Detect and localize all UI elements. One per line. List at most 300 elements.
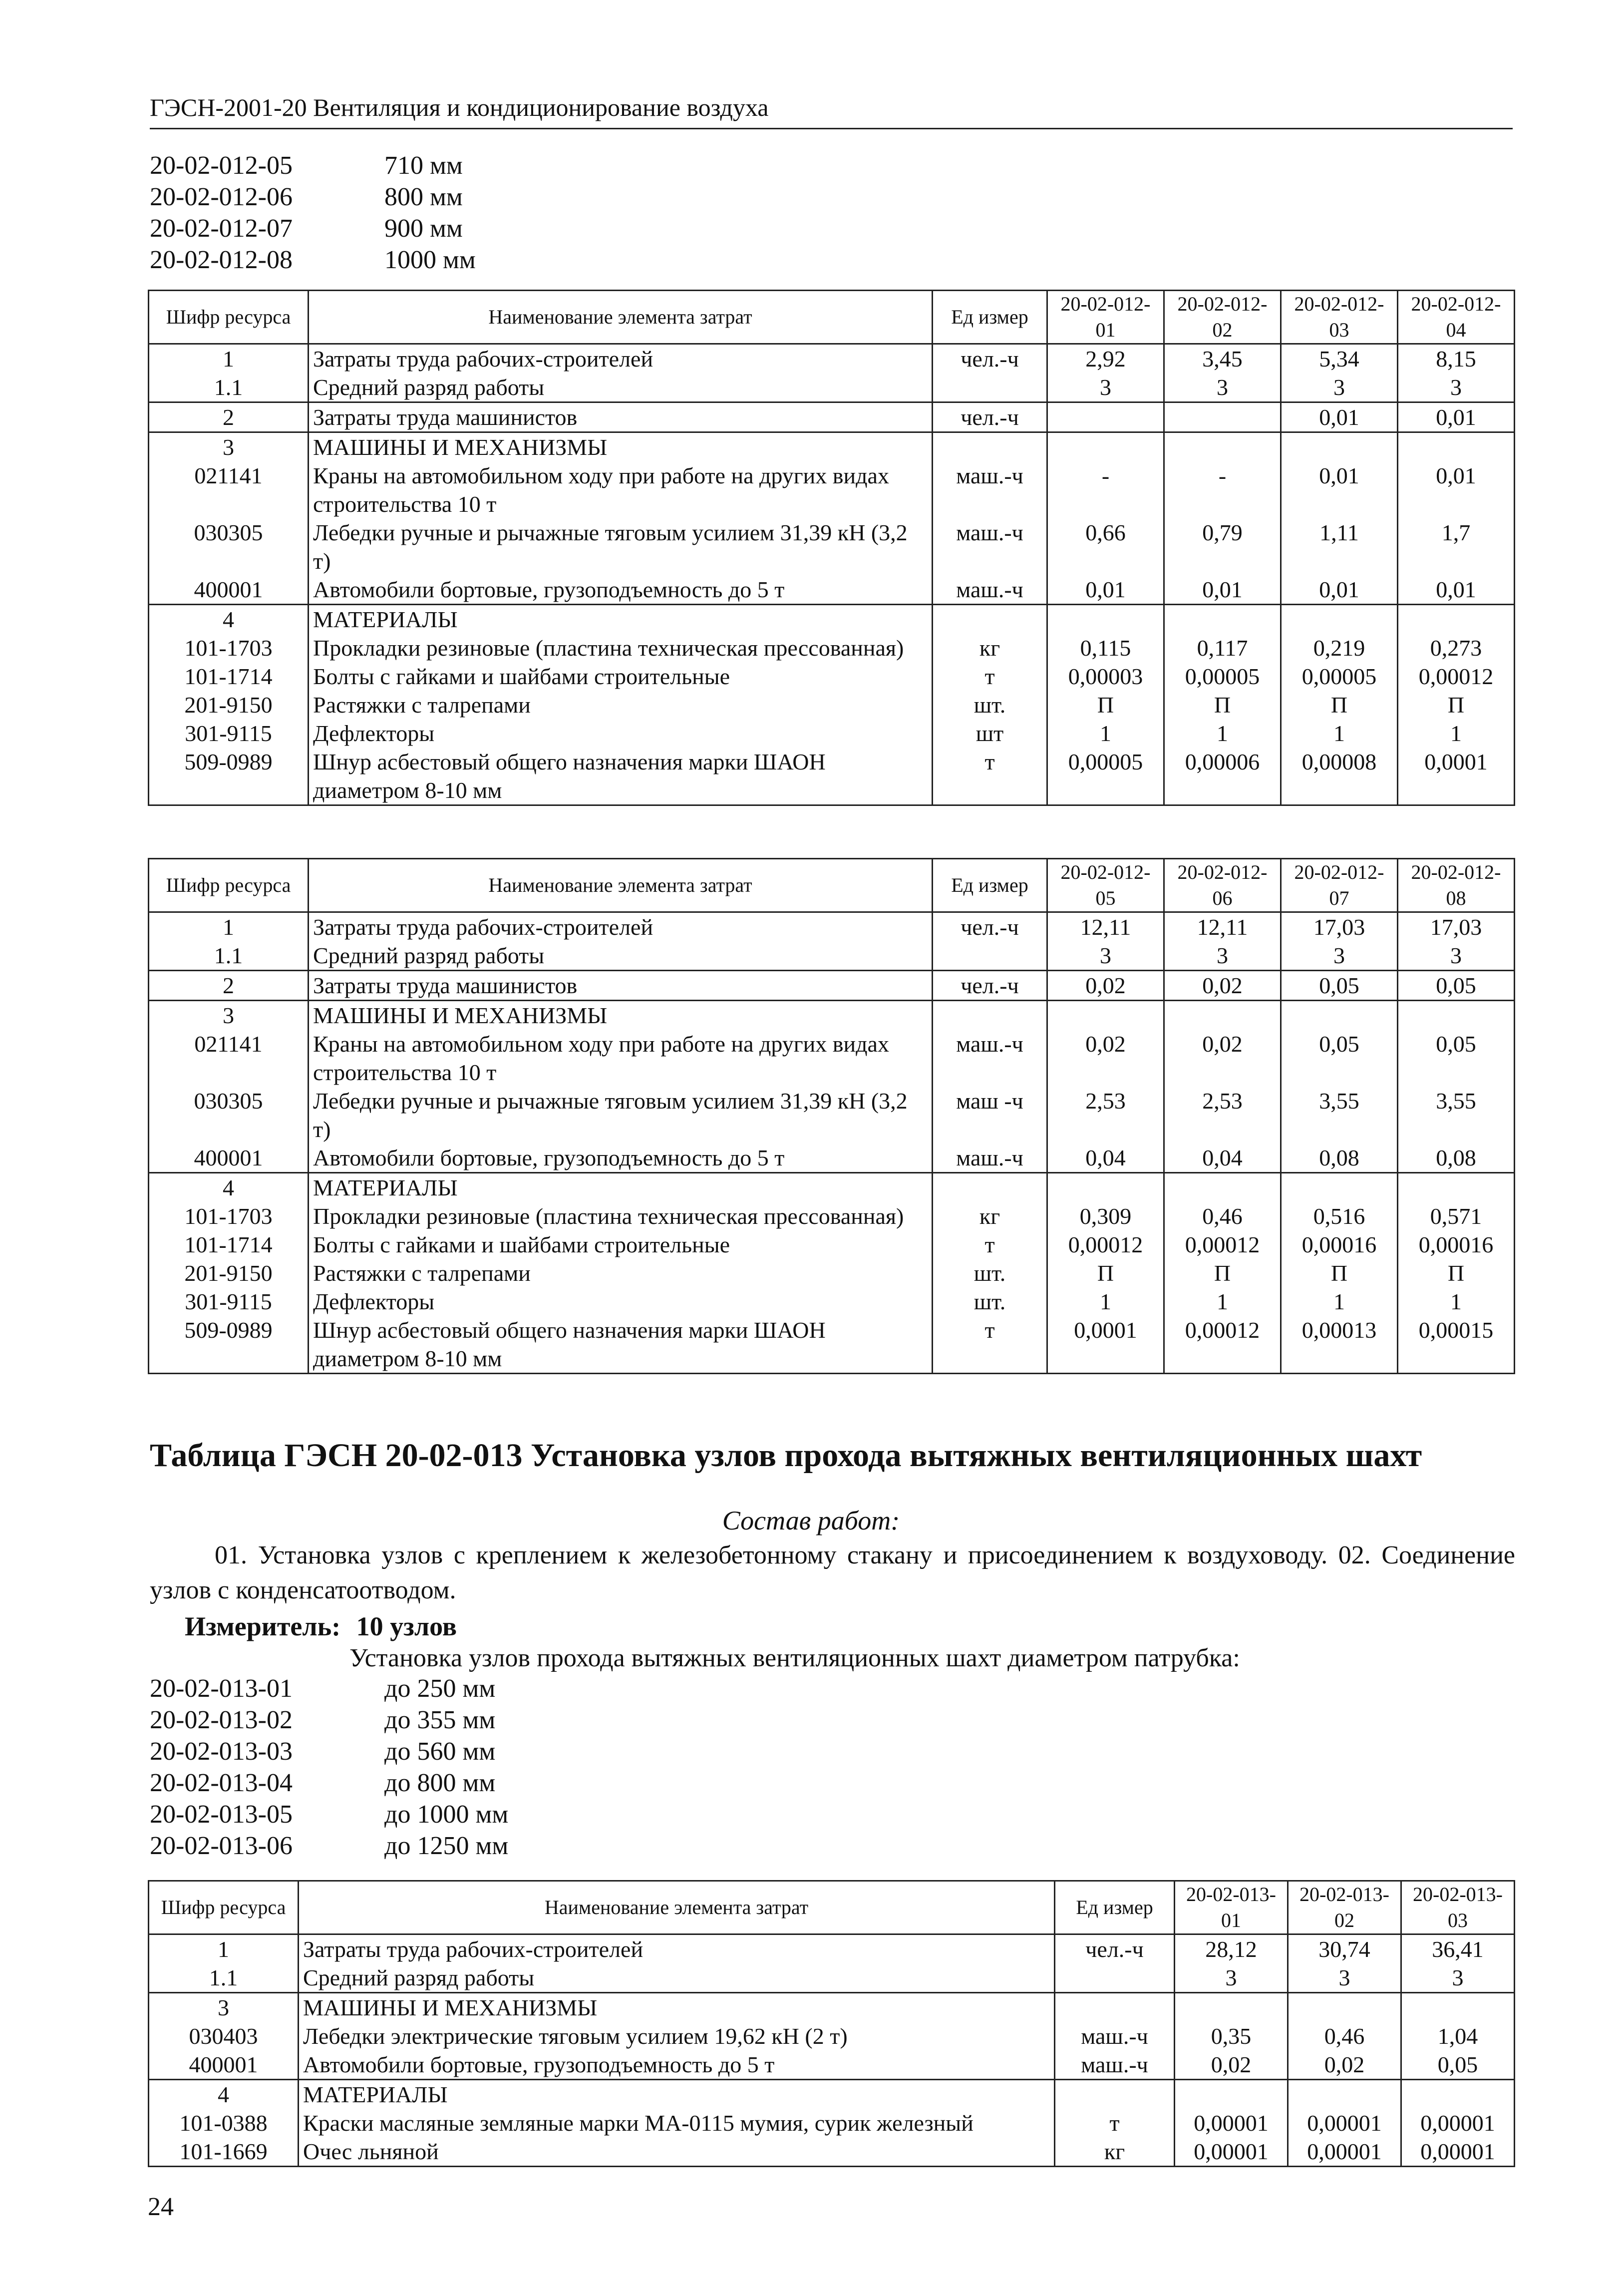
resource-code-cell: 021141 [149, 461, 309, 518]
norm-value-cell: 1 [1047, 719, 1164, 748]
norm-value-cell: 1 [1398, 1287, 1515, 1316]
norm-value-cell: 0,02 [1175, 2050, 1288, 2080]
table-row [149, 912, 1515, 942]
section-heading-cell: МАТЕРИАЛЫ [309, 1173, 933, 1202]
unit-cell: маш.-ч [933, 1030, 1047, 1087]
works-text: 01. Установка узлов с креплением к железобетонному стакану и присоединением к воздуховоду. 02. Соединение узлов с конденсатоотводом. [150, 1541, 1515, 1604]
resource-code-cell: 101-1714 [149, 662, 309, 691]
code-list-item [150, 150, 476, 181]
unit-cell: т [933, 1316, 1047, 1374]
norm-value-cell: 0,00001 [1288, 2109, 1401, 2137]
resource-code-cell: 509-0989 [149, 1316, 309, 1374]
norm-value-cell: 0,309 [1047, 1202, 1164, 1230]
code-list-item [150, 1704, 508, 1736]
resource-code-cell: 101-0388 [149, 2109, 299, 2137]
unit-cell: маш.-ч [933, 518, 1047, 575]
norm-value-cell: 1,11 [1281, 518, 1398, 575]
resource-name-cell: Автомобили бортовые, грузоподъемность до 5 т [309, 1144, 933, 1173]
unit-cell: маш.-ч [933, 461, 1047, 518]
resource-name-cell: Краны на автомобильном ходу при работе на других видах строительства 10 т [309, 1030, 933, 1087]
norm-value-cell [1401, 2080, 1515, 2109]
resource-code: 20-02-013-05 [150, 1800, 293, 1829]
norm-value-cell: 0,05 [1398, 1030, 1515, 1087]
norm-value-cell [1164, 402, 1281, 432]
col-header-norm: 20-02-012-06 [1164, 859, 1281, 912]
resource-name-cell: Дефлекторы [309, 719, 933, 748]
norm-value-cell: 3 [1164, 941, 1281, 971]
code-list-item [150, 244, 476, 276]
norm-value-cell [1281, 1001, 1398, 1030]
norm-value-cell: 3 [1164, 373, 1281, 402]
norm-value-cell [1398, 605, 1515, 634]
norm-value-cell: 0,79 [1164, 518, 1281, 575]
resource-name-cell: Прокладки резиновые (пластина техническая прессованная) [309, 1202, 933, 1230]
norm-value-cell: П [1281, 1259, 1398, 1287]
measure-label: Измеритель: [185, 1611, 341, 1641]
norm-value-cell: 0,01 [1281, 461, 1398, 518]
table-row [149, 2022, 1515, 2050]
unit-cell: чел.-ч [933, 971, 1047, 1001]
measure-value: 10 узлов [356, 1611, 457, 1641]
resource-code: 20-02-012-07 [150, 214, 293, 243]
section-heading-cell: МАШИНЫ И МЕХАНИЗМЫ [299, 1993, 1055, 2022]
resource-name-cell: Лебедки ручные и рычажные тяговым усилием 31,39 кН (3,2 т) [309, 518, 933, 575]
unit-cell: чел.-ч [933, 402, 1047, 432]
table-row [149, 1259, 1515, 1287]
unit-cell: чел.-ч [933, 912, 1047, 942]
col-header-norm: 20-02-012-02 [1164, 291, 1281, 344]
resource-code-cell: 3 [149, 1993, 299, 2022]
resource-table-012-01-04 [148, 290, 1515, 806]
resource-name-cell: Средний разряд работы [299, 1963, 1055, 1993]
resource-name-cell: Шнур асбестовый общего назначения марки ШАОН диаметром 8-10 мм [309, 1316, 933, 1374]
norm-value-cell: 0,00012 [1047, 1230, 1164, 1259]
col-header-norm: 20-02-013-01 [1175, 1881, 1288, 1934]
norm-value-cell: П [1398, 1259, 1515, 1287]
col-header-norm: 20-02-013-02 [1288, 1881, 1401, 1934]
norm-value-cell: 0,00005 [1164, 662, 1281, 691]
unit-cell: маш.-ч [1055, 2022, 1175, 2050]
top-code-list [150, 150, 476, 276]
norm-value-cell: 1 [1164, 1287, 1281, 1316]
norm-value-cell: 0,00006 [1164, 748, 1281, 805]
size-label: до 800 мм [384, 1769, 496, 1797]
resource-name-cell: Лебедки электрические тяговым усилием 19,62 кН (2 т) [299, 2022, 1055, 2050]
col-header-norm: 20-02-012-01 [1047, 291, 1164, 344]
table-row [149, 1316, 1515, 1374]
resource-name-cell: Автомобили бортовые, грузоподъемность до 5 т [309, 575, 933, 605]
table-row [149, 461, 1515, 518]
norm-value-cell: 2,92 [1047, 344, 1164, 374]
norm-value-cell: П [1164, 1259, 1281, 1287]
code-list-item [150, 1673, 508, 1704]
unit-cell [1055, 1963, 1175, 1993]
size-label: до 250 мм [384, 1674, 496, 1703]
norm-value-cell: 0,219 [1281, 634, 1398, 662]
table-row [149, 1202, 1515, 1230]
section-heading-cell: МАШИНЫ И МЕХАНИЗМЫ [309, 432, 933, 462]
resource-name-cell: Средний разряд работы [309, 373, 933, 402]
table-title: Таблица ГЭСН 20-02-013 Установка узлов прохода вытяжных вентиляционных шахт [150, 1437, 1422, 1474]
size-label: 800 мм [384, 183, 463, 211]
table-row [149, 1287, 1515, 1316]
resource-name-cell: Растяжки с талрепами [309, 1259, 933, 1287]
resource-code-cell: 400001 [149, 575, 309, 605]
norm-value-cell [1047, 1173, 1164, 1202]
table-row [149, 344, 1515, 374]
resource-code-cell: 509-0989 [149, 748, 309, 805]
norm-value-cell: 0,01 [1164, 575, 1281, 605]
norm-value-cell: 3 [1281, 941, 1398, 971]
code-list-item [150, 1767, 508, 1799]
table-row [149, 2109, 1515, 2137]
resource-name-cell: Болты с гайками и шайбами строительные [309, 1230, 933, 1259]
resource-code-cell: 1.1 [149, 373, 309, 402]
table-row [149, 2050, 1515, 2080]
resource-name-cell: Автомобили бортовые, грузоподъемность до 5 т [299, 2050, 1055, 2080]
norm-value-cell: 2,53 [1047, 1087, 1164, 1144]
col-header-norm: 20-02-012-07 [1281, 859, 1398, 912]
table-row [149, 941, 1515, 971]
resource-code: 20-02-013-03 [150, 1737, 293, 1766]
table-row [149, 971, 1515, 1001]
resource-code-cell: 030305 [149, 1087, 309, 1144]
norm-value-cell: 0,04 [1047, 1144, 1164, 1173]
norm-value-cell: 0,00012 [1164, 1230, 1281, 1259]
norm-value-cell: 0,571 [1398, 1202, 1515, 1230]
resource-name-cell: Затраты труда рабочих-строителей [299, 1934, 1055, 1964]
code-list-item [150, 181, 476, 213]
norm-value-cell: 0,00015 [1398, 1316, 1515, 1374]
unit-cell: т [933, 662, 1047, 691]
norm-value-cell [1164, 432, 1281, 462]
norm-value-cell: 0,01 [1398, 575, 1515, 605]
table-row [149, 691, 1515, 719]
unit-cell: шт. [933, 691, 1047, 719]
section-heading-cell: МАТЕРИАЛЫ [299, 2080, 1055, 2109]
resource-code-cell: 021141 [149, 1030, 309, 1087]
norm-value-cell: 0,66 [1047, 518, 1164, 575]
unit-cell [1055, 1993, 1175, 2022]
col-header-unit: Ед измер [1055, 1881, 1175, 1934]
table-row [149, 518, 1515, 575]
norm-value-cell: 17,03 [1281, 912, 1398, 942]
unit-cell: шт [933, 719, 1047, 748]
code-list-item [150, 1799, 508, 1830]
size-label: 1000 мм [384, 246, 476, 274]
unit-cell: чел.-ч [1055, 1934, 1175, 1964]
size-label: до 1250 мм [384, 1832, 509, 1860]
norm-value-cell: 0,00008 [1281, 748, 1398, 805]
norm-value-cell: 0,00001 [1175, 2109, 1288, 2137]
table-row [149, 432, 1515, 462]
resource-code-cell: 400001 [149, 2050, 299, 2080]
unit-cell: маш.-ч [1055, 2050, 1175, 2080]
norm-value-cell [1047, 605, 1164, 634]
norm-value-cell [1047, 432, 1164, 462]
norm-value-cell: - [1164, 461, 1281, 518]
unit-cell [933, 373, 1047, 402]
resource-code-cell: 400001 [149, 1144, 309, 1173]
norm-value-cell: П [1047, 691, 1164, 719]
col-header-code: Шифр ресурса [149, 859, 309, 912]
norm-value-cell: 1 [1281, 1287, 1398, 1316]
norm-value-cell [1164, 1173, 1281, 1202]
norm-value-cell: 0,00001 [1175, 2137, 1288, 2167]
resource-code-cell: 4 [149, 2080, 299, 2109]
table-row [149, 634, 1515, 662]
resource-code-cell: 301-9115 [149, 1287, 309, 1316]
resource-code-cell: 2 [149, 402, 309, 432]
col-header-norm: 20-02-013-03 [1401, 1881, 1515, 1934]
norm-value-cell: 12,11 [1047, 912, 1164, 942]
resource-name-cell: Затраты труда машинистов [309, 971, 933, 1001]
col-header-name: Наименование элемента затрат [299, 1881, 1055, 1934]
works-heading: Состав работ: [722, 1506, 900, 1535]
resource-name-cell: Болты с гайками и шайбами строительные [309, 662, 933, 691]
col-header-code: Шифр ресурса [149, 1881, 299, 1934]
resource-code-cell: 101-1669 [149, 2137, 299, 2167]
unit-cell [933, 941, 1047, 971]
resource-name-cell: Краски масляные земляные марки МА-0115 мумия, сурик железный [299, 2109, 1055, 2137]
norm-value-cell [1047, 1001, 1164, 1030]
unit-cell: т [1055, 2109, 1175, 2137]
norm-value-cell: 36,41 [1401, 1934, 1515, 1964]
norm-value-cell: 1,04 [1401, 2022, 1515, 2050]
norm-value-cell: 3,55 [1281, 1087, 1398, 1144]
code-list-item [150, 1736, 508, 1767]
norm-value-cell: 2,53 [1164, 1087, 1281, 1144]
norm-value-cell: 3 [1401, 1963, 1515, 1993]
norm-value-cell: 3 [1281, 373, 1398, 402]
resource-code: 20-02-013-04 [150, 1769, 293, 1797]
col-header-code: Шифр ресурса [149, 291, 309, 344]
norm-value-cell: 1 [1164, 719, 1281, 748]
norm-value-cell: 0,05 [1281, 1030, 1398, 1087]
unit-cell: кг [933, 634, 1047, 662]
norm-value-cell: 0,01 [1398, 461, 1515, 518]
norm-value-cell [1401, 1993, 1515, 2022]
resource-name-cell: Затраты труда рабочих-строителей [309, 344, 933, 374]
norm-value-cell: 0,08 [1398, 1144, 1515, 1173]
table-row [149, 748, 1515, 805]
norm-value-cell: 0,01 [1281, 575, 1398, 605]
norm-value-cell: П [1281, 691, 1398, 719]
col-header-norm: 20-02-012-05 [1047, 859, 1164, 912]
norm-value-cell: 28,12 [1175, 1934, 1288, 1964]
resource-code-cell: 1 [149, 1934, 299, 1964]
section-heading-cell: МАШИНЫ И МЕХАНИЗМЫ [309, 1001, 933, 1030]
resource-name-cell: Растяжки с талрепами [309, 691, 933, 719]
resource-name-cell: Очес льняной [299, 2137, 1055, 2167]
resource-table-012-05-08 [148, 858, 1515, 1374]
unit-cell: чел.-ч [933, 344, 1047, 374]
norm-value-cell: 0,00001 [1288, 2137, 1401, 2167]
norm-value-cell: 3 [1175, 1963, 1288, 1993]
resource-table-013-01-03 [148, 1880, 1515, 2167]
unit-cell [933, 605, 1047, 634]
table-row [149, 1144, 1515, 1173]
unit-cell: кг [1055, 2137, 1175, 2167]
norm-value-cell: 0,00016 [1398, 1230, 1515, 1259]
size-label: до 1000 мм [384, 1800, 509, 1829]
unit-cell: шт. [933, 1287, 1047, 1316]
col-header-norm: 20-02-012-03 [1281, 291, 1398, 344]
resource-code-cell: 4 [149, 1173, 309, 1202]
section-heading-cell: МАТЕРИАЛЫ [309, 605, 933, 634]
norm-value-cell [1398, 432, 1515, 462]
col-header-unit: Ед измер [933, 859, 1047, 912]
norm-value-cell: 0,02 [1047, 971, 1164, 1001]
norm-value-cell [1281, 1173, 1398, 1202]
col-header-unit: Ед измер [933, 291, 1047, 344]
norm-value-cell: 0,0001 [1398, 748, 1515, 805]
norm-value-cell: 5,34 [1281, 344, 1398, 374]
unit-cell: т [933, 1230, 1047, 1259]
norm-value-cell: 0,516 [1281, 1202, 1398, 1230]
unit-cell: кг [933, 1202, 1047, 1230]
resource-code-cell: 1.1 [149, 941, 309, 971]
table-row [149, 373, 1515, 402]
norm-value-cell: 0,00016 [1281, 1230, 1398, 1259]
norm-value-cell: 0,01 [1047, 575, 1164, 605]
norm-value-cell: 0,00005 [1047, 748, 1164, 805]
unit-cell [933, 1173, 1047, 1202]
norm-value-cell: 0,273 [1398, 634, 1515, 662]
norm-value-cell: 3 [1047, 941, 1164, 971]
norm-value-cell: 8,15 [1398, 344, 1515, 374]
norm-value-cell: П [1164, 691, 1281, 719]
norm-value-cell: 12,11 [1164, 912, 1281, 942]
norm-value-cell: - [1047, 461, 1164, 518]
table-row [149, 1087, 1515, 1144]
resource-code: 20-02-013-01 [150, 1674, 293, 1703]
norm-value-cell: П [1047, 1259, 1164, 1287]
norm-value-cell: 0,46 [1164, 1202, 1281, 1230]
norm-value-cell [1175, 2080, 1288, 2109]
code-list-item [150, 213, 476, 244]
norm-value-cell: 1,7 [1398, 518, 1515, 575]
norm-value-cell: П [1398, 691, 1515, 719]
unit-cell: маш -ч [933, 1087, 1047, 1144]
norm-value-cell [1398, 1001, 1515, 1030]
resource-code-cell: 101-1703 [149, 634, 309, 662]
norm-value-cell: 17,03 [1398, 912, 1515, 942]
unit-cell: шт. [933, 1259, 1047, 1287]
col-header-norm: 20-02-012-08 [1398, 859, 1515, 912]
norm-value-cell: 0,05 [1401, 2050, 1515, 2080]
resource-code: 20-02-013-06 [150, 1832, 293, 1860]
norm-value-cell: 0,117 [1164, 634, 1281, 662]
measure-line [185, 1609, 457, 1644]
resource-code: 20-02-012-06 [150, 183, 293, 211]
section-intro: Установка узлов прохода вытяжных вентиляционных шахт диаметром патрубка: [349, 1644, 1240, 1672]
table-row [149, 605, 1515, 634]
norm-value-cell: 0,00003 [1047, 662, 1164, 691]
size-label: до 560 мм [384, 1737, 496, 1766]
norm-value-cell: 3 [1398, 373, 1515, 402]
table-row [149, 1030, 1515, 1087]
norm-value-cell: 0,05 [1281, 971, 1398, 1001]
resource-code-cell: 1.1 [149, 1963, 299, 1993]
col-header-name: Наименование элемента затрат [309, 859, 933, 912]
code-list-013 [150, 1673, 508, 1862]
resource-code: 20-02-012-08 [150, 246, 293, 274]
col-header-name: Наименование элемента затрат [309, 291, 933, 344]
resource-code-cell: 3 [149, 1001, 309, 1030]
unit-cell [933, 1001, 1047, 1030]
resource-name-cell: Шнур асбестовый общего назначения марки ШАОН диаметром 8-10 мм [309, 748, 933, 805]
resource-name-cell: Затраты труда рабочих-строителей [309, 912, 933, 942]
table-row [149, 1230, 1515, 1259]
resource-code: 20-02-013-02 [150, 1706, 293, 1734]
norm-value-cell [1281, 605, 1398, 634]
norm-value-cell: 0,00001 [1401, 2137, 1515, 2167]
col-header-norm: 20-02-012-04 [1398, 291, 1515, 344]
unit-cell: т [933, 748, 1047, 805]
norm-value-cell: 1 [1398, 719, 1515, 748]
norm-value-cell: 0,35 [1175, 2022, 1288, 2050]
resource-code-cell: 101-1703 [149, 1202, 309, 1230]
table-row [149, 2137, 1515, 2167]
unit-cell [933, 432, 1047, 462]
resource-code-cell: 301-9115 [149, 719, 309, 748]
resource-code-cell: 030305 [149, 518, 309, 575]
resource-code-cell: 201-9150 [149, 691, 309, 719]
table-row [149, 402, 1515, 432]
norm-value-cell: 3,45 [1164, 344, 1281, 374]
resource-code-cell: 2 [149, 971, 309, 1001]
resource-name-cell: Дефлекторы [309, 1287, 933, 1316]
table-row [149, 1173, 1515, 1202]
norm-value-cell: 1 [1047, 1287, 1164, 1316]
resource-code-cell: 1 [149, 912, 309, 942]
norm-value-cell: 0,0001 [1047, 1316, 1164, 1374]
norm-value-cell: 0,02 [1164, 971, 1281, 1001]
resource-code-cell: 030403 [149, 2022, 299, 2050]
norm-value-cell: 0,46 [1288, 2022, 1401, 2050]
size-label: 710 мм [384, 151, 463, 180]
resource-code: 20-02-012-05 [150, 151, 293, 180]
resource-code-cell: 201-9150 [149, 1259, 309, 1287]
norm-value-cell: 0,00012 [1164, 1316, 1281, 1374]
norm-value-cell: 3 [1398, 941, 1515, 971]
table-row [149, 1993, 1515, 2022]
norm-value-cell [1288, 1993, 1401, 2022]
table-row [149, 662, 1515, 691]
norm-value-cell: 0,00005 [1281, 662, 1398, 691]
norm-value-cell: 0,01 [1281, 402, 1398, 432]
norm-value-cell: 0,00013 [1281, 1316, 1398, 1374]
norm-value-cell [1164, 1001, 1281, 1030]
page-number: 24 [148, 2193, 174, 2221]
norm-value-cell [1288, 2080, 1401, 2109]
resource-name-cell: Средний разряд работы [309, 941, 933, 971]
table-row [149, 1934, 1515, 1964]
table-row [149, 2080, 1515, 2109]
table-row [149, 575, 1515, 605]
norm-value-cell [1047, 402, 1164, 432]
unit-cell [1055, 2080, 1175, 2109]
resource-name-cell: Затраты труда машинистов [309, 402, 933, 432]
norm-value-cell: 30,74 [1288, 1934, 1401, 1964]
resource-name-cell: Лебедки ручные и рычажные тяговым усилием 31,39 кН (3,2 т) [309, 1087, 933, 1144]
norm-value-cell: 0,00001 [1401, 2109, 1515, 2137]
norm-value-cell: 3,55 [1398, 1087, 1515, 1144]
norm-value-cell: 0,02 [1164, 1030, 1281, 1087]
resource-code-cell: 4 [149, 605, 309, 634]
norm-value-cell: 1 [1281, 719, 1398, 748]
